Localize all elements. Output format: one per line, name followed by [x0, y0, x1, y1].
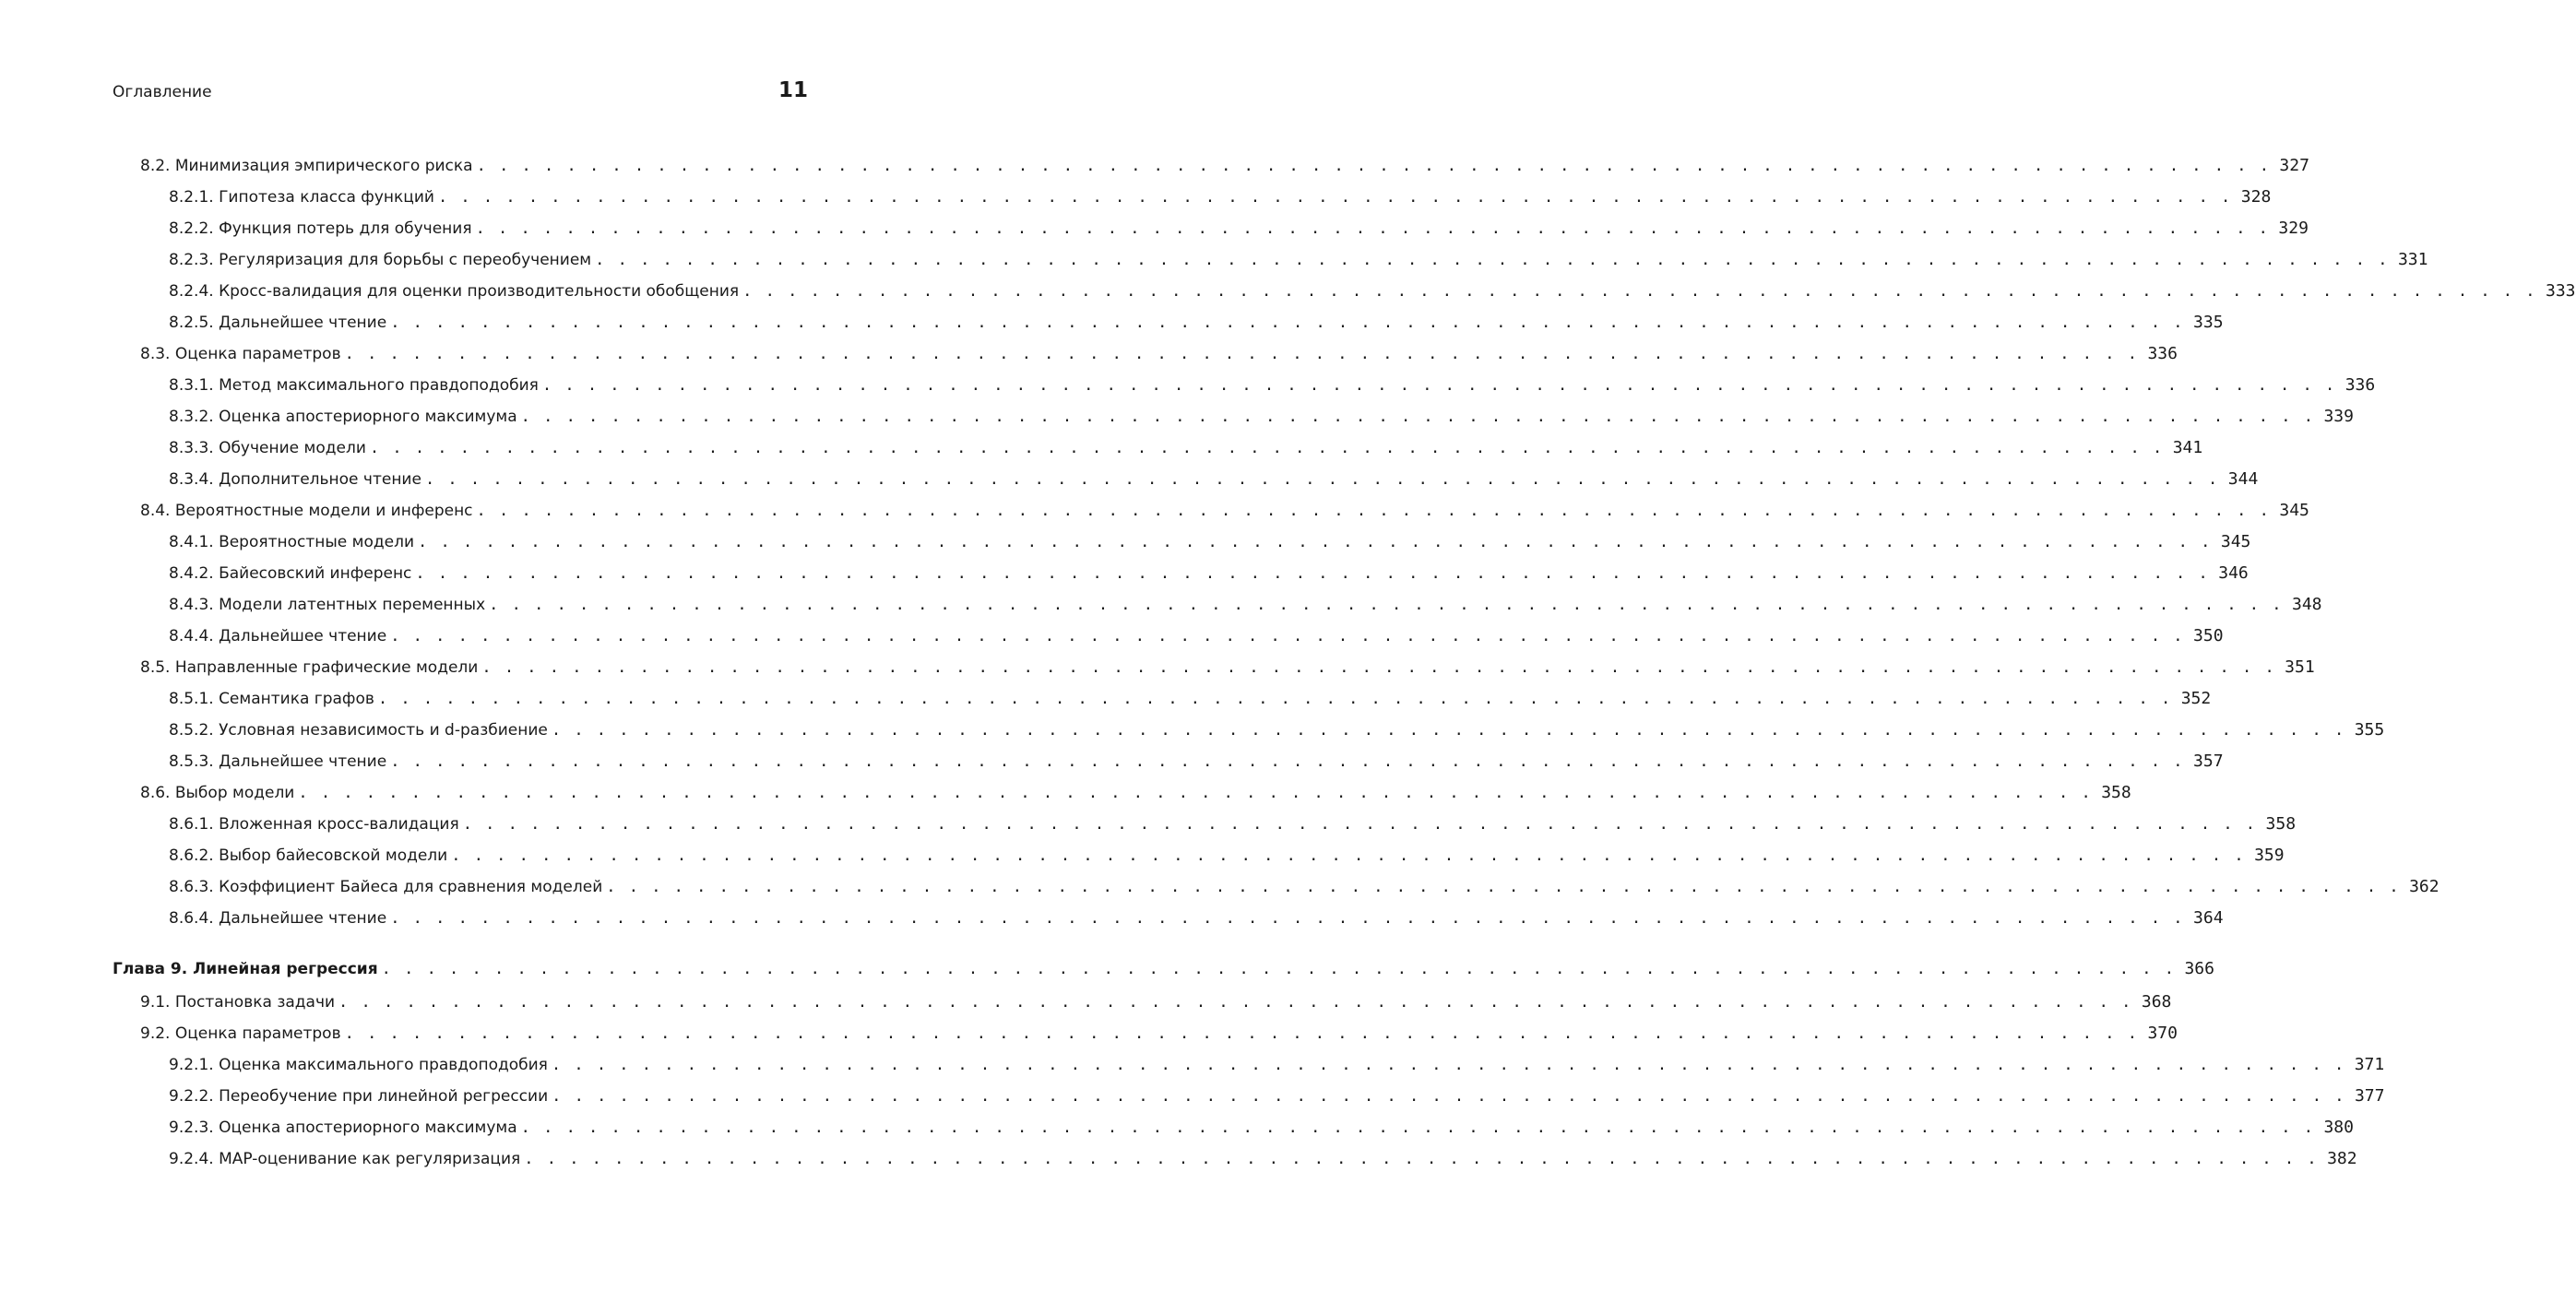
toc-dot-leader: . . . . . . . . . . . . . . . . . . . . . . . . . . . . . . . . . . . . . . . . . . . . . . . . . . . . . . . . . . . . . . . . . . . . . . . . . . . . . . . .	[606, 878, 2401, 896]
toc-entry	[169, 530, 2251, 554]
toc-entry-title: 8.4. Вероятностные модели и инференс	[140, 502, 473, 520]
toc-dot-leader: . . . . . . . . . . . . . . . . . . . . . . . . . . . . . . . . . . . . . . . . . . . . . . . . . . . . . . . . . . . . . . . . . . . . . . . . . . . . . . . .	[524, 1150, 2319, 1168]
toc-entry-page: 358	[2101, 783, 2131, 802]
toc-entry-title: 8.3.3. Обучение модели	[169, 439, 366, 457]
toc-entry-page: 348	[2291, 595, 2322, 614]
toc-entry-page: 345	[2220, 532, 2251, 551]
toc-entry	[169, 1053, 2385, 1077]
toc-entry-title: 8.5.2. Условная независимость и d-разбиение	[169, 721, 548, 740]
toc-entry	[169, 405, 2354, 429]
toc-dot-leader: . . . . . . . . . . . . . . . . . . . . . . . . . . . . . . . . . . . . . . . . . . . . . . . . . . . . . . . . . . . . . . . . . . . . . . . . . . . . . . . .	[551, 721, 2346, 740]
toc-dot-leader: . . . . . . . . . . . . . . . . . . . . . . . . . . . . . . . . . . . . . . . . . . . . . . . . . . . . . . . . . . . . . . . . . . . . . . . . . . . . . . . .	[415, 564, 2210, 583]
toc-entry-page: 333	[2545, 281, 2576, 301]
toc-entry	[169, 1147, 2357, 1171]
toc-entry-page: 350	[2193, 626, 2224, 645]
toc-dot-leader: . . . . . . . . . . . . . . . . . . . . . . . . . . . . . . . . . . . . . . . . . . . . . . . . . . . . . . . . . . . . . . . . . . . . . . . . . . . . . . . .	[390, 909, 2185, 928]
toc-dot-leader: . . . . . . . . . . . . . . . . . . . . . . . . . . . . . . . . . . . . . . . . . . . . . . . . . . . . . . . . . . . . . . . . . . . . . . . . . . . . . . . .	[489, 596, 2284, 614]
toc-entry	[140, 1022, 2178, 1046]
toc-dot-leader: . . . . . . . . . . . . . . . . . . . . . . . . . . . . . . . . . . . . . . . . . . . . . . . . . . . . . . . . . . . . . . . . . . . . . . . . . . . . . . . .	[595, 251, 2390, 269]
toc-entry	[140, 154, 2309, 178]
toc-entry-page: 370	[2147, 1024, 2178, 1043]
toc-dot-leader: . . . . . . . . . . . . . . . . . . . . . . . . . . . . . . . . . . . . . . . . . . . . . . . . . . . . . . . . . . . . . . . . . . . . . . . . . . . . . . . .	[344, 345, 2139, 363]
toc-entry-page: 328	[2240, 187, 2272, 207]
toc-entry	[169, 562, 2249, 586]
toc-entry	[169, 750, 2224, 774]
toc-entry-title: 8.2.2. Функция потерь для обучения	[169, 219, 472, 238]
toc-entry	[140, 342, 2178, 366]
toc-entry-title: 8.4.3. Модели латентных переменных	[169, 596, 486, 614]
page-number: 11	[778, 78, 808, 102]
toc-entry-title: 8.3.4. Дополнительное чтение	[169, 470, 421, 489]
toc-dot-leader: . . . . . . . . . . . . . . . . . . . . . . . . . . . . . . . . . . . . . . . . . . . . . . . . . . . . . . . . . . . . . . . . . . . . . . . . . . . . . . . .	[377, 690, 2173, 708]
toc-entry	[169, 812, 2297, 836]
toc-dot-leader: . . . . . . . . . . . . . . . . . . . . . . . . . . . . . . . . . . . . . . . . . . . . . . . . . . . . . . . . . . . . . . . . . . . . . . . . . . . . . . . .	[451, 846, 2246, 865]
toc-dot-leader: . . . . . . . . . . . . . . . . . . . . . . . . . . . . . . . . . . . . . . . . . . . . . . . . . . . . . . . . . . . . . . . . . . . . . . . . . . . . . . . .	[551, 1056, 2346, 1074]
toc-entry	[169, 217, 2309, 241]
toc-entry-page: 327	[2279, 156, 2309, 175]
toc-entry-page: 368	[2141, 992, 2172, 1012]
toc-entry	[169, 687, 2212, 711]
toc-entry-title: 8.6.3. Коэффициент Байеса для сравнения моделей	[169, 878, 603, 896]
toc-dot-leader: . . . . . . . . . . . . . . . . . . . . . . . . . . . . . . . . . . . . . . . . . . . . . . . . . . . . . . . . . . . . . . . . . . . . . . . . . . . . . . . .	[481, 658, 2276, 677]
toc-entry	[169, 185, 2272, 209]
toc-entry-page: 362	[2409, 877, 2439, 896]
toc-entry	[169, 875, 2439, 899]
toc-entry-title: 9.2.3. Оценка апостериорного максимума	[169, 1119, 517, 1137]
toc-dot-leader: . . . . . . . . . . . . . . . . . . . . . . . . . . . . . . . . . . . . . . . . . . . . . . . . . . . . . . . . . . . . . . . . . . . . . . . . . . . . . . . .	[742, 282, 2537, 301]
toc-entry-title: Глава 9. Линейная регрессия	[113, 960, 378, 978]
toc-entry-page: 377	[2354, 1086, 2385, 1106]
toc-entry-title: 8.5.3. Дальнейшее чтение	[169, 752, 387, 771]
toc-entry	[169, 436, 2203, 460]
toc-entry-page: 352	[2180, 689, 2212, 708]
toc-entry-title: 8.6. Выбор модели	[140, 784, 295, 802]
toc-dot-leader: . . . . . . . . . . . . . . . . . . . . . . . . . . . . . . . . . . . . . . . . . . . . . . . . . . . . . . . . . . . . . . . . . . . . . . . . . . . . . . . .	[338, 993, 2133, 1012]
toc-entry-title: 8.2.3. Регуляризация для борьбы с переобучением	[169, 251, 592, 269]
toc-entry-title: 8.6.1. Вложенная кросс-валидация	[169, 815, 459, 834]
toc-dot-leader: . . . . . . . . . . . . . . . . . . . . . . . . . . . . . . . . . . . . . . . . . . . . . . . . . . . . . . . . . . . . . . . . . . . . . . . . . . . . . . . .	[344, 1024, 2139, 1043]
toc-entry-page: 345	[2279, 501, 2309, 520]
toc-entry-page: 382	[2327, 1149, 2357, 1168]
toc-entry-page: 331	[2397, 250, 2428, 269]
toc-entry-title: 9.2.4. MAP-оценивание как регуляризация	[169, 1150, 521, 1168]
toc-entry-page: 351	[2285, 657, 2315, 677]
toc-entry-page: 357	[2193, 752, 2224, 771]
toc-entry	[169, 718, 2385, 742]
toc-entry-title: 8.2.4. Кросс-валидация для оценки производительности обобщения	[169, 282, 740, 301]
toc-entry-page: 380	[2323, 1118, 2354, 1137]
toc-entry-title: 8.2.5. Дальнейшее чтение	[169, 314, 387, 332]
toc-dot-leader: . . . . . . . . . . . . . . . . . . . . . . . . . . . . . . . . . . . . . . . . . . . . . . . . . . . . . . . . . . . . . . . . . . . . . . . . . . . . . . . .	[424, 470, 2220, 489]
toc-entry	[169, 373, 2376, 397]
toc-entry	[169, 1084, 2385, 1108]
toc-entry-title: 8.3. Оценка параметров	[140, 345, 341, 363]
toc-dot-leader: . . . . . . . . . . . . . . . . . . . . . . . . . . . . . . . . . . . . . . . . . . . . . . . . . . . . . . . . . . . . . . . . . . . . . . . . . . . . . . . .	[552, 1087, 2346, 1106]
toc-entry-page: 359	[2254, 846, 2285, 865]
toc-dot-leader: . . . . . . . . . . . . . . . . . . . . . . . . . . . . . . . . . . . . . . . . . . . . . . . . . . . . . . . . . . . . . . . . . . . . . . . . . . . . . . . .	[390, 752, 2185, 771]
toc-entry	[169, 593, 2322, 617]
toc-entry	[140, 781, 2131, 805]
toc-entry	[140, 656, 2315, 680]
toc-entry-title: 9.2.1. Оценка максимального правдоподобия	[169, 1056, 548, 1074]
toc-entry-title: 8.4.4. Дальнейшее чтение	[169, 627, 387, 645]
toc-entry	[169, 279, 2576, 303]
toc-entry-title: 8.3.2. Оценка апостериорного максимума	[169, 408, 517, 426]
toc-dot-leader: . . . . . . . . . . . . . . . . . . . . . . . . . . . . . . . . . . . . . . . . . . . . . . . . . . . . . . . . . . . . . . . . . . . . . . . . . . . . . . . .	[520, 1119, 2315, 1137]
toc-dot-leader: . . . . . . . . . . . . . . . . . . . . . . . . . . . . . . . . . . . . . . . . . . . . . . . . . . . . . . . . . . . . . . . . . . . . . . . . . . . . . . . .	[418, 533, 2213, 551]
toc-entry-title: 8.2. Минимизация эмпирического риска	[140, 157, 473, 175]
toc-entry-page: 336	[2345, 375, 2376, 395]
toc-entry	[169, 311, 2224, 335]
toc-entry-title: 8.2.1. Гипотеза класса функций	[169, 188, 434, 207]
toc-entry-page: 336	[2147, 344, 2178, 363]
toc-entry-title: 8.5.1. Семантика графов	[169, 690, 374, 708]
toc-entry-page: 335	[2193, 313, 2224, 332]
toc-entry-page: 364	[2193, 908, 2224, 928]
toc-entry-title: 8.4.1. Вероятностные модели	[169, 533, 415, 551]
toc-entry-title: 9.2. Оценка параметров	[140, 1024, 341, 1043]
toc-entry-page: 355	[2354, 720, 2385, 740]
toc-entry-page: 346	[2218, 563, 2249, 583]
toc-entry-page: 344	[2227, 469, 2259, 489]
toc-dot-leader: . . . . . . . . . . . . . . . . . . . . . . . . . . . . . . . . . . . . . . . . . . . . . . . . . . . . . . . . . . . . . . . . . . . . . . . . . . . . . . . .	[369, 439, 2165, 457]
toc-entry-title: 8.5. Направленные графические модели	[140, 658, 479, 677]
toc-dot-leader: . . . . . . . . . . . . . . . . . . . . . . . . . . . . . . . . . . . . . . . . . . . . . . . . . . . . . . . . . . . . . . . . . . . . . . . . . . . . . . . .	[541, 376, 2337, 395]
toc-entry-page: 358	[2265, 814, 2297, 834]
toc-dot-leader: . . . . . . . . . . . . . . . . . . . . . . . . . . . . . . . . . . . . . . . . . . . . . . . . . . . . . . . . . . . . . . . . . . . . . . . . . . . . . . . .	[390, 627, 2185, 645]
toc-dot-leader: . . . . . . . . . . . . . . . . . . . . . . . . . . . . . . . . . . . . . . . . . . . . . . . . . . . . . . . . . . . . . . . . . . . . . . . . . . . . . . . .	[390, 314, 2185, 332]
toc-dot-leader: . . . . . . . . . . . . . . . . . . . . . . . . . . . . . . . . . . . . . . . . . . . . . . . . . . . . . . . . . . . . . . . . . . . . . . . . . . . . . . . .	[476, 502, 2271, 520]
toc-entry	[169, 1116, 2354, 1140]
toc-entry-title: 9.1. Постановка задачи	[140, 993, 336, 1012]
toc-entry-page: 371	[2354, 1055, 2385, 1074]
toc-entry-title: 8.4.2. Байесовский инференс	[169, 564, 412, 583]
toc-entry	[169, 624, 2224, 648]
toc-entry-page: 366	[2184, 959, 2214, 978]
toc-entry	[169, 844, 2285, 868]
toc-entry-title: 8.6.2. Выбор байесовской модели	[169, 846, 448, 865]
toc-entry	[169, 248, 2428, 272]
toc-dot-leader: . . . . . . . . . . . . . . . . . . . . . . . . . . . . . . . . . . . . . . . . . . . . . . . . . . . . . . . . . . . . . . . . . . . . . . . . . . . . . . . .	[437, 188, 2233, 207]
toc-entry	[169, 906, 2224, 930]
toc-dot-leader: . . . . . . . . . . . . . . . . . . . . . . . . . . . . . . . . . . . . . . . . . . . . . . . . . . . . . . . . . . . . . . . . . . . . . . . . . . . . . . . .	[476, 157, 2271, 175]
toc-entry-page: 339	[2323, 407, 2354, 426]
running-head: Оглавление	[113, 83, 212, 101]
toc-entry-title: 8.3.1. Метод максимального правдоподобия	[169, 376, 539, 395]
toc-entry	[140, 499, 2309, 523]
toc-dot-leader: . . . . . . . . . . . . . . . . . . . . . . . . . . . . . . . . . . . . . . . . . . . . . . . . . . . . . . . . . . . . . . . . . . . . . . . . . . . . . . . .	[298, 784, 2093, 802]
toc-dot-leader: . . . . . . . . . . . . . . . . . . . . . . . . . . . . . . . . . . . . . . . . . . . . . . . . . . . . . . . . . . . . . . . . . . . . . . . . . . . . . . . .	[381, 960, 2176, 978]
toc-dot-leader: . . . . . . . . . . . . . . . . . . . . . . . . . . . . . . . . . . . . . . . . . . . . . . . . . . . . . . . . . . . . . . . . . . . . . . . . . . . . . . . .	[475, 219, 2270, 238]
toc-entry-page: 341	[2172, 438, 2203, 457]
toc-dot-leader: . . . . . . . . . . . . . . . . . . . . . . . . . . . . . . . . . . . . . . . . . . . . . . . . . . . . . . . . . . . . . . . . . . . . . . . . . . . . . . . .	[462, 815, 2258, 834]
toc-entry-title: 8.6.4. Дальнейшее чтение	[169, 909, 387, 928]
toc-chapter-entry	[113, 957, 2214, 981]
toc-entry	[169, 468, 2259, 491]
toc-entry-title: 9.2.2. Переобучение при линейной регрессии	[169, 1087, 549, 1106]
toc-entry-page: 329	[2278, 219, 2309, 238]
toc-entry	[140, 990, 2172, 1014]
toc-dot-leader: . . . . . . . . . . . . . . . . . . . . . . . . . . . . . . . . . . . . . . . . . . . . . . . . . . . . . . . . . . . . . . . . . . . . . . . . . . . . . . . .	[520, 408, 2315, 426]
